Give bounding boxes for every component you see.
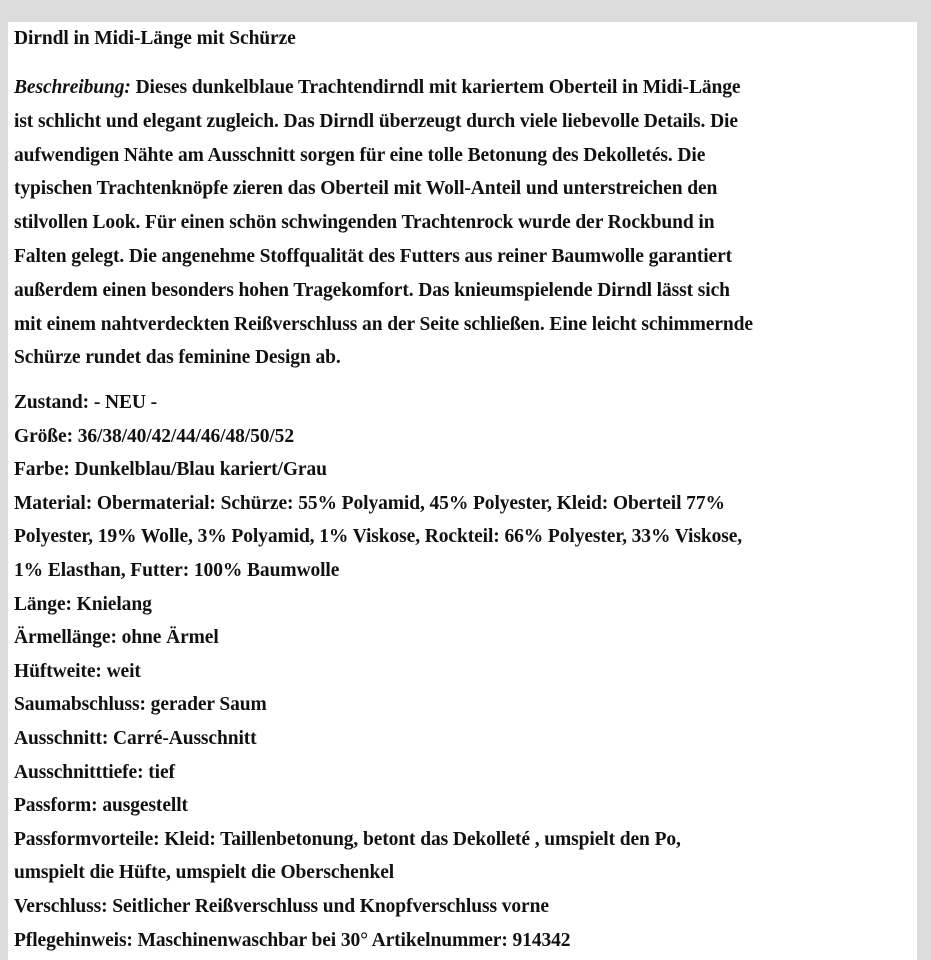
description-line bbox=[14, 71, 919, 105]
spec-hip-width: Hüftweite: weit bbox=[14, 660, 141, 682]
description-line: stilvollen Look. Für einen schön schwingenden Trachtenrock wurde der Rockbund in bbox=[14, 212, 715, 234]
spec-fit-benefits: Passformvorteile: Kleid: Taillenbetonung, betont das Dekolleté , umspielt den Po, bbox=[14, 828, 681, 850]
spec-closure: Verschluss: Seitlicher Reißverschluss und Knopfverschluss vorne bbox=[14, 895, 549, 917]
spec-material-continued: 1% Elasthan, Futter: 100% Baumwolle bbox=[14, 559, 340, 581]
spec-material: Material: Obermaterial: Schürze: 55% Polyamid, 45% Polyester, Kleid: Oberteil 77% bbox=[14, 492, 725, 514]
product-specifications bbox=[14, 386, 919, 957]
description-paragraph bbox=[14, 71, 919, 375]
product-description-panel bbox=[8, 22, 917, 960]
description-line: außerdem einen besonders hohen Tragekomfort. Das knieumspielende Dirndl lässt sich bbox=[14, 279, 730, 301]
spec-care-and-article-number: Pflegehinweis: Maschinenwaschbar bei 30° Artikelnummer: 914342 bbox=[14, 929, 571, 951]
spec-sleeve-length: Ärmellänge: ohne Ärmel bbox=[14, 627, 219, 649]
spec-condition: Zustand: - NEU - bbox=[14, 392, 158, 413]
spec-neckline: Ausschnitt: Carré-Ausschnitt bbox=[14, 727, 257, 749]
description-line: typischen Trachtenknöpfe zieren das Oberteil mit Woll-Anteil und unterstreichen den bbox=[14, 178, 718, 200]
description-line: Schürze rundet das feminine Design ab. bbox=[14, 347, 341, 369]
description-line: mit einem nahtverdeckten Reißverschluss an der Seite schließen. Eine leicht schimmernde bbox=[14, 313, 753, 335]
description-line: ist schlicht und elegant zugleich. Das Dirndl überzeugt durch viele liebevolle Details. Die bbox=[14, 110, 738, 132]
spec-fit-benefits-continued: umspielt die Hüfte, umspielt die Oberschenkel bbox=[14, 862, 395, 884]
spec-hem: Saumabschluss: gerader Saum bbox=[14, 694, 267, 716]
spec-color: Farbe: Dunkelblau/Blau kariert/Grau bbox=[14, 459, 327, 481]
description-line: Falten gelegt. Die angenehme Stoffqualität des Futters aus reiner Baumwolle garantiert bbox=[14, 245, 733, 267]
description-label: Beschreibung: bbox=[14, 77, 131, 98]
spec-size: Größe: 36/38/40/42/44/46/48/50/52 bbox=[14, 425, 294, 447]
spec-neckline-depth: Ausschnitttiefe: tief bbox=[14, 761, 175, 783]
product-title: Dirndl in Midi-Länge mit Schürze bbox=[14, 28, 296, 49]
spec-length: Länge: Knielang bbox=[14, 593, 152, 615]
description-line: aufwendigen Nähte am Ausschnitt sorgen für eine tolle Betonung des Dekolletés. Die bbox=[14, 144, 706, 166]
description-text: Dieses dunkelblaue Trachtendirndl mit kariertem Oberteil in Midi-Länge bbox=[130, 77, 741, 98]
spec-fit: Passform: ausgestellt bbox=[14, 795, 188, 817]
spec-material-continued: Polyester, 19% Wolle, 3% Polyamid, 1% Viskose, Rockteil: 66% Polyester, 33% Viskose, bbox=[14, 526, 743, 548]
